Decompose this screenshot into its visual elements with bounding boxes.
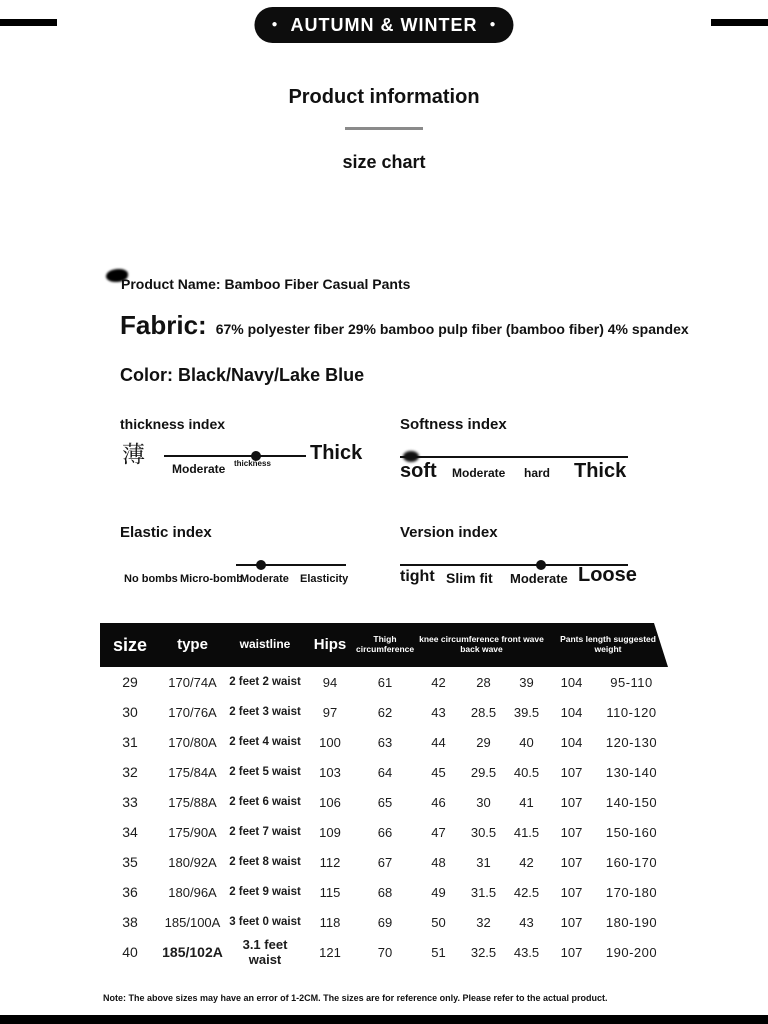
table-cell: 107 bbox=[560, 764, 583, 780]
slider-label: soft bbox=[400, 460, 437, 482]
table-cell: 64 bbox=[377, 764, 393, 780]
table-cell: 107 bbox=[560, 794, 583, 810]
slider-label: hard bbox=[524, 466, 551, 480]
table-cell: 103 bbox=[319, 764, 341, 780]
table-cell: 2 feet 2 waist bbox=[229, 676, 301, 688]
top-edge-bar-right bbox=[711, 19, 768, 26]
table-cell: 3 feet 0 waist bbox=[229, 916, 301, 928]
fabric-value: 67% polyester fiber 29% bamboo pulp fiber (bamboo fiber) 4% spandex bbox=[215, 321, 689, 337]
table-cell: 61 bbox=[377, 674, 393, 690]
table-cell: 104 bbox=[560, 674, 583, 690]
table-cell: 68 bbox=[377, 884, 393, 900]
column-header: size bbox=[100, 623, 160, 667]
table-cell: 50 bbox=[431, 914, 446, 930]
slider-label: Moderate bbox=[510, 571, 568, 586]
version-index-title: Version index bbox=[400, 524, 498, 541]
slider-line bbox=[400, 456, 628, 458]
table-cell: 31 bbox=[476, 854, 491, 870]
fabric-label: Fabric: bbox=[120, 310, 207, 340]
table-cell: 46 bbox=[431, 794, 446, 810]
table-row bbox=[100, 817, 668, 847]
table-cell: 40 bbox=[122, 944, 138, 960]
table-cell: 38 bbox=[122, 914, 138, 930]
table-cell: 42.5 bbox=[513, 884, 540, 900]
table-cell: 28 bbox=[476, 674, 491, 690]
table-cell: 110-120 bbox=[606, 704, 657, 720]
table-cell: 175/84A bbox=[168, 764, 217, 780]
table-cell: 42 bbox=[519, 854, 534, 870]
table-cell: 170/76A bbox=[168, 704, 217, 720]
table-cell: 2 feet 5 waist bbox=[229, 766, 301, 778]
slider-label: 薄 bbox=[122, 441, 145, 467]
slider-line bbox=[236, 564, 346, 566]
page-title: Product information bbox=[288, 86, 480, 108]
table-cell: 48 bbox=[431, 854, 446, 870]
table-row bbox=[100, 877, 668, 907]
table-cell: 150-160 bbox=[605, 824, 658, 840]
table-row bbox=[100, 907, 668, 937]
table-cell: 32.5 bbox=[470, 944, 497, 960]
table-cell: 175/90A bbox=[168, 824, 217, 840]
table-cell: 180/92A bbox=[168, 854, 217, 870]
slider-label: tight bbox=[400, 568, 435, 585]
table-cell: 121 bbox=[319, 944, 341, 960]
column-header: Hips bbox=[305, 623, 355, 667]
table-cell: 32 bbox=[476, 914, 491, 930]
table-cell: 30 bbox=[476, 794, 491, 810]
softness-index-title: Softness index bbox=[400, 416, 507, 433]
slider-label: Micro-bomb bbox=[180, 573, 243, 585]
size-table bbox=[100, 623, 668, 967]
table-cell: 69 bbox=[377, 914, 393, 930]
table-cell: 34 bbox=[122, 824, 138, 840]
table-cell: 2 feet 7 waist bbox=[229, 826, 301, 838]
table-cell: 107 bbox=[560, 914, 583, 930]
elastic-index-track bbox=[120, 551, 370, 601]
table-cell: 40 bbox=[519, 734, 534, 750]
slider-label: Slim fit bbox=[446, 570, 493, 586]
table-row bbox=[100, 937, 668, 967]
size-table-body bbox=[100, 667, 668, 967]
table-cell: 35 bbox=[122, 854, 138, 870]
table-cell: 43 bbox=[431, 704, 446, 720]
table-cell: 29 bbox=[476, 734, 491, 750]
table-cell: 45 bbox=[431, 764, 446, 780]
table-cell: 36 bbox=[122, 884, 138, 900]
column-header: waistline bbox=[225, 623, 305, 667]
table-cell: 160-170 bbox=[605, 854, 658, 870]
table-row bbox=[100, 757, 668, 787]
table-cell: 70 bbox=[377, 944, 393, 960]
page-curl-decoration bbox=[654, 623, 668, 667]
fabric-line bbox=[120, 310, 689, 341]
slider-line bbox=[164, 455, 306, 457]
slider-label: Elasticity bbox=[300, 573, 349, 585]
table-cell: 107 bbox=[560, 824, 583, 840]
version-index-track bbox=[400, 551, 650, 601]
table-cell: 185/102A bbox=[162, 944, 223, 960]
table-cell: 43.5 bbox=[513, 944, 540, 960]
slider-label: Moderate bbox=[172, 462, 226, 476]
table-cell: 67 bbox=[377, 854, 393, 870]
slider-dot bbox=[536, 560, 546, 570]
bottom-edge-bar bbox=[0, 1015, 768, 1024]
table-cell: 2 feet 4 waist bbox=[229, 736, 301, 748]
table-cell: 47 bbox=[431, 824, 446, 840]
table-cell: 180/96A bbox=[168, 884, 217, 900]
table-cell: 180-190 bbox=[605, 914, 658, 930]
table-cell: 44 bbox=[431, 734, 446, 750]
product-name: Product Name: Bamboo Fiber Casual Pants bbox=[121, 276, 411, 292]
table-cell: 66 bbox=[377, 824, 393, 840]
table-cell: 95-110 bbox=[610, 674, 653, 690]
badge-dot-left-icon: ● bbox=[271, 19, 279, 30]
slider-label: Thick bbox=[310, 442, 363, 464]
column-header: knee circumference front wave back wave bbox=[415, 623, 548, 667]
table-row bbox=[100, 697, 668, 727]
table-cell: 41 bbox=[519, 794, 534, 810]
table-cell: 63 bbox=[377, 734, 393, 750]
table-cell: 30.5 bbox=[470, 824, 497, 840]
table-cell: 51 bbox=[431, 944, 446, 960]
table-cell: 107 bbox=[560, 854, 583, 870]
slider-label: Loose bbox=[578, 564, 637, 586]
badge-dot-right-icon: ● bbox=[489, 19, 497, 30]
table-cell: 104 bbox=[560, 734, 583, 750]
softness-index-track bbox=[400, 443, 650, 493]
table-cell: 62 bbox=[377, 704, 393, 720]
table-cell: 31.5 bbox=[470, 884, 497, 900]
table-cell: 49 bbox=[431, 884, 446, 900]
elastic-index-title: Elastic index bbox=[120, 524, 212, 541]
table-row bbox=[100, 727, 668, 757]
footnote: Note: The above sizes may have an error of 1-2CM. The sizes are for reference only. Please refer to the actual product. bbox=[103, 993, 608, 1003]
column-header: Thigh circumference bbox=[355, 623, 415, 667]
table-cell: 170/80A bbox=[168, 734, 217, 750]
top-edge-bar-left bbox=[0, 19, 57, 26]
table-cell: 190-200 bbox=[605, 944, 658, 960]
slider-label: Moderate bbox=[240, 573, 289, 585]
table-cell: 2 feet 9 waist bbox=[229, 886, 301, 898]
table-cell: 170-180 bbox=[605, 884, 658, 900]
column-header: type bbox=[160, 623, 225, 667]
table-cell: 41.5 bbox=[513, 824, 540, 840]
slider-label: Moderate bbox=[452, 466, 506, 480]
table-cell: 107 bbox=[560, 884, 583, 900]
slider-dot bbox=[256, 560, 266, 570]
table-cell: 104 bbox=[560, 704, 583, 720]
table-cell: 65 bbox=[377, 794, 393, 810]
slider-label: No bombs bbox=[124, 573, 178, 585]
table-row bbox=[100, 787, 668, 817]
table-cell: 97 bbox=[322, 704, 338, 720]
table-cell: 33 bbox=[122, 794, 138, 810]
column-header: Pants length suggested weight bbox=[548, 623, 668, 667]
table-cell: 43 bbox=[519, 914, 534, 930]
section-subtitle: size chart bbox=[342, 152, 426, 172]
table-cell: 2 feet 6 waist bbox=[229, 796, 301, 808]
table-cell: 109 bbox=[319, 824, 341, 840]
size-table-wrap bbox=[100, 623, 668, 967]
elastic-index-block bbox=[120, 524, 370, 612]
table-cell: 39 bbox=[519, 674, 534, 690]
table-cell: 120-130 bbox=[605, 734, 658, 750]
table-cell: 3.1 feet waist bbox=[242, 937, 288, 967]
table-cell: 130-140 bbox=[605, 764, 658, 780]
thickness-index-title: thickness index bbox=[120, 416, 226, 432]
table-cell: 170/74A bbox=[168, 674, 217, 690]
slider-label: Thick bbox=[574, 460, 627, 482]
thickness-index-track bbox=[120, 442, 370, 492]
table-cell: 29 bbox=[122, 674, 138, 690]
season-badge bbox=[254, 7, 513, 43]
table-cell: 106 bbox=[319, 794, 341, 810]
table-cell: 140-150 bbox=[605, 794, 658, 810]
table-cell: 118 bbox=[319, 914, 341, 930]
title-divider bbox=[345, 127, 423, 130]
table-cell: 94 bbox=[322, 674, 338, 690]
table-cell: 42 bbox=[431, 674, 446, 690]
table-cell: 32 bbox=[122, 764, 138, 780]
version-index-block bbox=[400, 524, 650, 612]
table-cell: 28.5 bbox=[470, 704, 497, 720]
table-cell: 29.5 bbox=[470, 764, 497, 780]
table-cell: 115 bbox=[319, 884, 341, 900]
slider-label: thickness bbox=[234, 459, 271, 468]
table-cell: 40.5 bbox=[513, 764, 540, 780]
table-cell: 31 bbox=[122, 734, 138, 750]
badge-label: AUTUMN & WINTER bbox=[290, 14, 478, 35]
table-cell: 2 feet 3 waist bbox=[229, 706, 301, 718]
table-cell: 2 feet 8 waist bbox=[229, 856, 301, 868]
table-row bbox=[100, 667, 668, 697]
table-cell: 107 bbox=[560, 944, 583, 960]
thickness-index-block bbox=[120, 416, 370, 504]
softness-index-block bbox=[400, 416, 650, 504]
size-table-head-row bbox=[100, 623, 668, 667]
table-cell: 175/88A bbox=[168, 794, 217, 810]
color-options-line: Color: Black/Navy/Lake Blue bbox=[120, 365, 365, 385]
table-cell: 112 bbox=[319, 854, 341, 870]
table-row bbox=[100, 847, 668, 877]
table-cell: 100 bbox=[319, 734, 341, 750]
table-cell: 185/100A bbox=[164, 914, 221, 930]
table-cell: 30 bbox=[122, 704, 138, 720]
table-cell: 39.5 bbox=[513, 704, 540, 720]
